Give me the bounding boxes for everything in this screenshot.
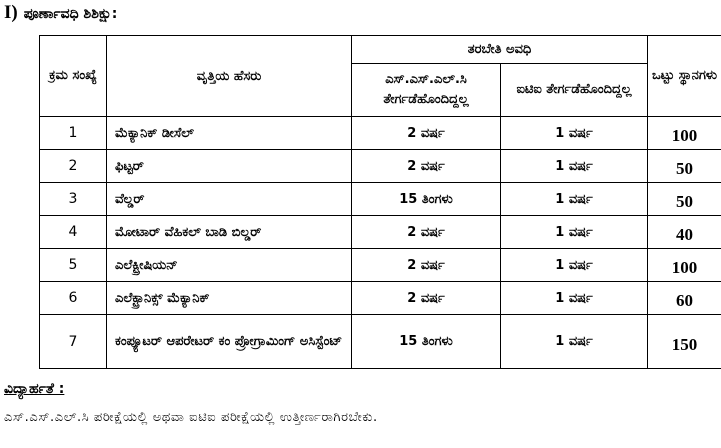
sslc-duration: 2 ವರ್ಷ: [352, 282, 501, 315]
table-row: [40, 282, 721, 315]
seat-count: 50: [648, 150, 721, 183]
section-number: I): [4, 2, 18, 23]
qualification-text: ಎಸ್.ಎಸ್.ಎಲ್.ಸಿ ಪರೀಕ್ಷೆಯಲ್ಲಿ ಅಥವಾ ಐಟಿಐ ಪರೀಕ್ಷೆಯಲ್ಲಿ ಉತ್ತೀರ್ಣರಾಗಿರಬೇಕು.: [4, 410, 378, 425]
table-row: [40, 117, 721, 150]
table-row: [40, 150, 721, 183]
row-number: 6: [40, 282, 107, 315]
seat-count: 100: [648, 117, 721, 150]
table-row: [40, 183, 721, 216]
sslc-duration: 2 ವರ್ಷ: [352, 249, 501, 282]
seat-count: 50: [648, 183, 721, 216]
section-title: ಪೂರ್ಣಾವಧಿ ಶಿಶಿಕ್ಷು:: [23, 6, 118, 22]
sslc-duration: 2 ವರ್ಷ: [352, 117, 501, 150]
table-row: [40, 249, 721, 282]
row-number: 1: [40, 117, 107, 150]
seat-count: 150: [648, 315, 721, 369]
section-heading: [4, 2, 117, 28]
trade-name: ಎಲೆಕ್ಟ್ರೀಷಿಯನ್: [107, 249, 352, 282]
seat-count: 100: [648, 249, 721, 282]
row-number: 3: [40, 183, 107, 216]
trade-name: ಕಂಪ್ಯೂಟರ್ ಆಪರೇಟರ್ ಕಂ ಪ್ರೋಗ್ರಾಮಿಂಗ್ ಅಸಿಸ್ಟೆಂಟ್: [107, 315, 352, 369]
row-number: 7: [40, 315, 107, 369]
sslc-duration: 2 ವರ್ಷ: [352, 150, 501, 183]
header-serial: ಕ್ರಮ ಸಂಖ್ಯೆ: [40, 36, 107, 117]
iti-duration: 1 ವರ್ಷ: [501, 282, 648, 315]
sslc-duration: 15 ತಿಂಗಳು: [352, 315, 501, 369]
seat-count: 40: [648, 216, 721, 249]
iti-duration: 1 ವರ್ಷ: [501, 117, 648, 150]
iti-duration: 1 ವರ್ಷ: [501, 315, 648, 369]
apprenticeship-table: [39, 35, 721, 369]
row-number: 4: [40, 216, 107, 249]
iti-duration: 1 ವರ್ಷ: [501, 150, 648, 183]
table-row: [40, 315, 721, 369]
iti-duration: 1 ವರ್ಷ: [501, 183, 648, 216]
header-duration: ತರಬೇತಿ ಅವಧಿ: [352, 36, 648, 64]
sslc-duration: 2 ವರ್ಷ: [352, 216, 501, 249]
header-trade: ವೃತ್ತಿಯ ಹೆಸರು: [107, 36, 352, 117]
row-number: 2: [40, 150, 107, 183]
trade-name: ಎಲೆಕ್ಟ್ರಾನಿಕ್ಸ್ ಮೆಕ್ಯಾನಿಕ್: [107, 282, 352, 315]
table-row: [40, 216, 721, 249]
row-number: 5: [40, 249, 107, 282]
qualification-label: ವಿದ್ಯಾರ್ಹತೆ :: [4, 381, 65, 397]
sslc-duration: 15 ತಿಂಗಳು: [352, 183, 501, 216]
trade-name: ಮೋಟಾರ್ ವೆಹಿಕಲ್ ಬಾಡಿ ಬಿಲ್ಡರ್: [107, 216, 352, 249]
trade-name: ವೆಲ್ಡರ್: [107, 183, 352, 216]
header-iti: ಐಟಿಐ ತೇರ್ಗಡೆಹೊಂದಿದ್ದಲ್ಲ: [501, 64, 648, 117]
trade-name: ಫಿಟ್ಟರ್: [107, 150, 352, 183]
trade-name: ಮೆಕ್ಯಾನಿಕ್ ಡೀಸೆಲ್: [107, 117, 352, 150]
iti-duration: 1 ವರ್ಷ: [501, 249, 648, 282]
seat-count: 60: [648, 282, 721, 315]
header-sslc: ಎಸ್.ಎಸ್.ಎಲ್.ಸಿ ತೇರ್ಗಡೆಹೊಂದಿದ್ದಲ್ಲ: [352, 64, 501, 117]
iti-duration: 1 ವರ್ಷ: [501, 216, 648, 249]
header-seats: ಒಟ್ಟು ಸ್ಥಾನಗಳು: [648, 36, 721, 117]
